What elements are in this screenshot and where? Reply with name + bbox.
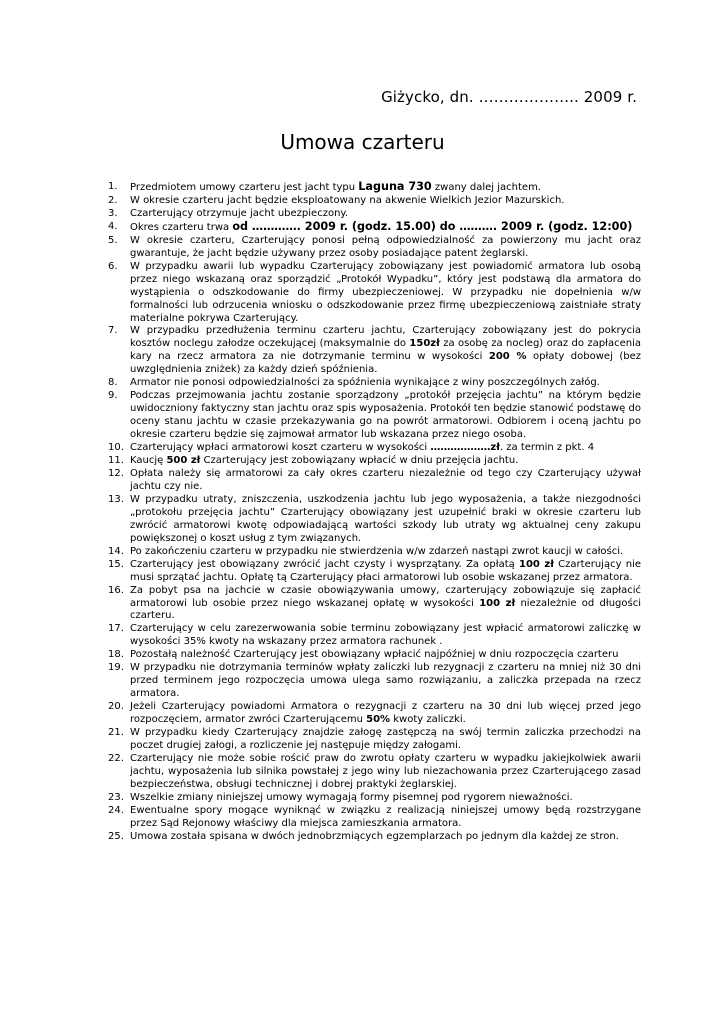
item-number: 15. [108, 558, 124, 570]
item-number: 24. [108, 804, 124, 816]
terms-list [96, 181, 641, 844]
list-item [96, 494, 641, 546]
item-number: 14. [108, 545, 124, 557]
item-text: W przypadku nie dotrzymania terminów wpłaty zaliczki lub rezygnacji z czarteru na mniej niż 30 dni przed terminem jego rozpoczęcia umowa ulega samo rozwiązaniu, a zaliczka przepada na rzecz armatora. [130, 662, 641, 700]
item-text: Opłata należy się armatorowi za cały okres czarteru niezależnie od tego czy Czarterujący używał jachtu czy nie. [130, 467, 641, 492]
item-text: W przypadku kiedy Czarterujący znajdzie załogę zastępczą na swój termin zaliczka przechodzi na poczet drugiej załogi, a rozliczenie jej następuje między załogami. [130, 727, 641, 751]
item-text: Armator nie ponosi odpowiedzialności za spóźnienia wynikające z winy poszczególnych załóg. [130, 377, 600, 389]
item-number: 3. [108, 207, 118, 219]
item-number: 21. [108, 727, 124, 739]
item-number: 7. [108, 325, 118, 337]
list-item [96, 585, 641, 624]
list-item [96, 701, 641, 727]
list-item [96, 390, 641, 442]
item-text: za osobę za nocleg) oraz do zapłacenia kary na rzecz armatora za nie dotrzymanie terminu w wysokości [130, 338, 641, 363]
item-number: 1. [108, 181, 118, 192]
item-text: Podczas przejmowania jachtu zostanie sporządzony „protokół przejęcia jachtu” na którym będzie uwidoczniony faktyczny stan jachtu oraz spis wyposażenia. Protokół ten będzie stanowić podstawę do oceny stanu jachtu w czasie przekazywania go na powrót armatorowi. Odbiorem i oceną jachtu po okresie czarteru będzie się zajmował armator lub wskazana przez niego osoba. [130, 390, 641, 441]
item-text: Czarterujący jest obowiązany zwrócić jacht czysty i wysprzątany. Za opłatą [130, 558, 520, 570]
list-item [96, 195, 641, 208]
item-emphasis: 100 zł [519, 558, 554, 570]
item-text: W okresie czarteru, Czarterujący ponosi pełną odpowiedzialność za powierzony mu jacht oraz gwarantuje, że jacht będzie używany przez osoby posiadające patent żeglarski. [130, 234, 641, 259]
item-text: Ewentualne spory mogące wyniknąć w związku z realizacją niniejszej umowy będą rozstrzygane przez Sąd Rejonowy właściwy dla miejsca zamieszkania armatora. [130, 804, 641, 829]
item-number: 20. [108, 701, 124, 713]
list-item [96, 831, 641, 844]
item-text: Czarterujący wpłaci armatorowi koszt czarteru w wysokości [130, 442, 431, 454]
item-emphasis: ………………zł [430, 442, 500, 454]
item-text: zwany dalej jachtem. [431, 182, 541, 193]
list-item [96, 325, 641, 377]
list-item [96, 753, 641, 792]
item-text: W przypadku przedłużenia terminu czarteru jachtu, Czarterujący zobowiązany jest do pokrycia kosztów noclegu załodze oczekującej (maksymalnie do [130, 325, 641, 350]
item-text: Po zakończeniu czarteru w przypadku nie stwierdzenia w/w zdarzeń nastąpi zwrot kaucji w całości. [130, 545, 624, 557]
item-number: 16. [108, 584, 124, 596]
item-text: Czarterujący jest zobowiązany wpłacić w dniu przejęcia jachtu. [200, 455, 519, 467]
item-text: Jeżeli Czarterujący powiadomi Armatora o rezygnacji z czarteru na 30 dni lub więcej przed jego rozpoczęciem, armator zwróci Czarterującemu [130, 701, 641, 726]
item-text: Za pobyt psa na jachcie w czasie obowiązywania umowy, czarterujący zobowiązuje się zapłacić armatorowi lub osobie przez niego wskazanej opłatę w wysokości [130, 584, 641, 609]
date-line: Giżycko, dn. ……………….. 2009 r. [381, 88, 637, 106]
item-number: 9. [108, 390, 118, 402]
item-number: 2. [108, 194, 118, 206]
item-text: Pozostałą należność Czarterujący jest obowiązany wpłacić najpóźniej w dniu rozpoczęcia czarteru [130, 649, 619, 661]
list-item [96, 649, 641, 662]
item-text: Kaucję [130, 455, 167, 467]
item-text: Przedmiotem umowy czarteru jest jacht typu [130, 182, 359, 193]
item-number: 22. [108, 752, 124, 764]
document-title: Umowa czarteru [280, 130, 445, 154]
item-number: 8. [108, 377, 118, 389]
list-item [96, 805, 641, 831]
list-item [96, 181, 641, 195]
list-item [96, 623, 641, 649]
item-emphasis: Laguna 730 [358, 180, 432, 193]
list-item [96, 235, 641, 261]
list-item [96, 377, 641, 390]
item-number: 11. [108, 455, 124, 467]
item-emphasis: 150zł [409, 338, 440, 350]
item-number: 10. [108, 442, 124, 454]
item-emphasis: 100 zł [479, 597, 516, 609]
list-item [96, 468, 641, 494]
item-text: Czarterujący w celu zarezerwowania sobie terminu zobowiązany jest wpłacić armatorowi zaliczkę w wysokości 35% kwoty na wskazany przez armatora rachunek . [130, 623, 641, 648]
list-item [96, 261, 641, 326]
item-number: 17. [108, 623, 124, 635]
item-emphasis: 200 % [488, 351, 527, 363]
item-text: W przypadku awarii lub wypadku Czarterujący zobowiązany jest powiadomić armatora lub osobą przez niego wskazaną oraz sporządzić „Protokół Wypadku”, który jest podstawą dla armatora do wystąpienia o odszkodowanie do firmy ubezpieczeniowej. W przypadku nie dopełnienia w/w formalności lub odrzucenia wniosku o odszkodowanie przez firmę ubezpieczeniową zaistniałe straty materialne pokrywa Czarterujący. [130, 260, 641, 324]
list-item [96, 662, 641, 701]
list-item [96, 455, 641, 468]
item-number: 23. [108, 791, 124, 803]
item-emphasis: 50% [366, 714, 391, 726]
item-text: Czarterujący nie może sobie rościć praw do zwrotu opłaty czarteru w wypadku jakiejkolwiek awarii jachtu, wyposażenia lub silnika powstałej z jego winy lub niezachowania przez Czarterującego zasad bezpieczeństwa, obsługi technicznej i dobrej praktyki żeglarskiej. [130, 752, 641, 790]
item-text: opłaty dobowej (bez uwzględnienia zniżek) za każdy dzień spóźnienia. [130, 351, 641, 376]
item-number: 12. [108, 467, 124, 479]
list-item [96, 221, 641, 235]
item-text: W przypadku utraty, zniszczenia, uszkodzenia jachtu lub jego wyposażenia, a także niezgodności „protokołu przejęcia jachtu” Czarterujący obowiązany jest uzupełnić braki w okresie czarteru lub zwrócić armatorowi kwotę odpowiadającą wartości szkody lub utraty wg aktualnej ceny zakupu powiększonej o koszt usług z tym związanych. [130, 493, 641, 544]
list-item [96, 727, 641, 753]
list-item [96, 559, 641, 585]
item-text: Czarterujący nie musi sprzątać jachtu. Opłatę tą Czarterujący płaci armatorowi lub osobie wskazanej przez armatora. [130, 558, 641, 583]
list-item [96, 442, 641, 455]
item-number: 13. [108, 493, 124, 505]
item-number: 25. [108, 830, 124, 842]
item-text: niezależnie od długości czarteru. [130, 597, 641, 622]
item-text: . za termin z pkt. 4 [499, 442, 595, 454]
item-text: W okresie czarteru jacht będzie eksploatowany na akwenie Wielkich Jezior Mazurskich. [130, 194, 565, 206]
item-number: 18. [108, 649, 124, 661]
item-emphasis: 500 zł [166, 455, 201, 467]
item-text: kwoty zaliczki. [390, 714, 466, 726]
item-number: 5. [108, 234, 118, 246]
item-text: Okres czarteru trwa [130, 221, 233, 233]
list-item [96, 546, 641, 559]
item-text: Umowa została spisana w dwóch jednobrzmiących egzemplarzach po jednym dla każdej ze stron. [130, 830, 619, 842]
item-number: 19. [108, 662, 124, 674]
item-emphasis: od …………. 2009 r. (godz. 15.00) do ………. 2009 r. (godz. 12:00) [232, 219, 633, 233]
item-number: 6. [108, 260, 118, 272]
item-text: Czarterujący otrzymuje jacht ubezpieczony. [130, 207, 349, 219]
item-number: 4. [108, 220, 118, 232]
item-text: Wszelkie zmiany niniejszej umowy wymagają formy pisemnej pod rygorem nieważności. [130, 791, 573, 803]
list-item [96, 792, 641, 805]
